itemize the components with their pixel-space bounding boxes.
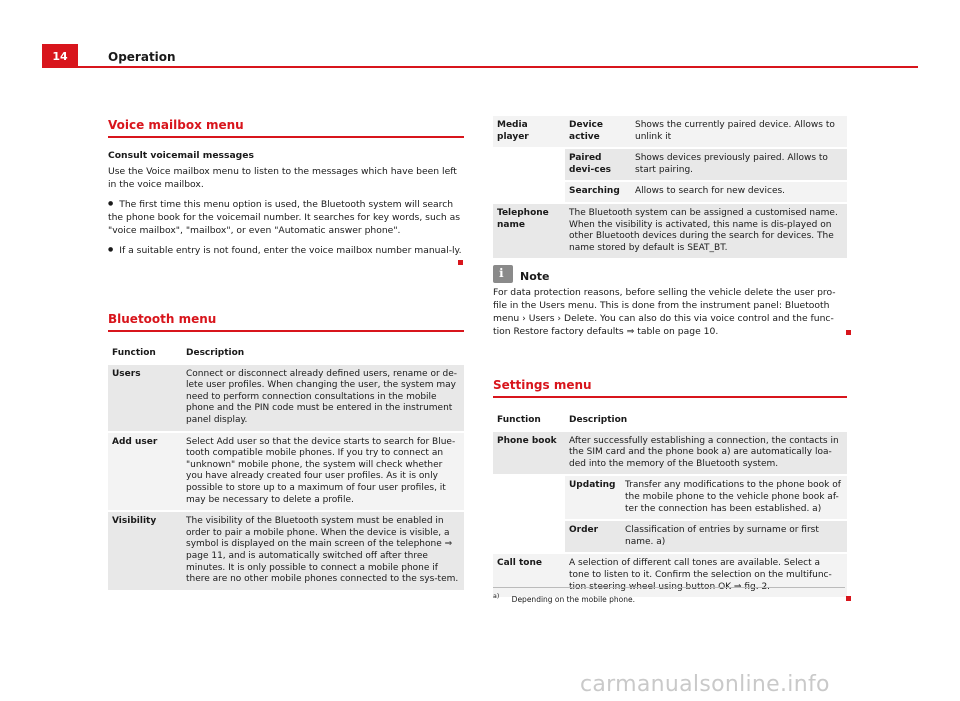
- function-cell: [493, 182, 565, 202]
- note-text: For data protection reasons, before selling the vehicle delete the user pro-file in the Users menu. This is done from the instrument panel: Bluetooth menu › Users › Delete. You can also do this via voice control and the func-tion Restore factory defaults ⇒ table on page 10.: [493, 287, 836, 337]
- table-row: [493, 182, 847, 202]
- sub-function-cell: Searching: [565, 182, 631, 202]
- voice-mailbox-bullet-1: ● The first time this menu option is used, the Bluetooth system will search the phone book for the voicemail number. It searches for key words, such as "voice mailbox", "mailbox", or even "Automatic answer phone".: [108, 197, 464, 237]
- function-cell: Media player: [493, 116, 565, 147]
- voice-mailbox-subheading: Consult voicemail messages: [108, 150, 254, 161]
- sub-function-cell: Order: [565, 521, 621, 552]
- note-title: Note: [520, 270, 550, 283]
- table-row: [493, 116, 847, 147]
- description-cell: The Bluetooth system can be assigned a customised name. When the visibility is activated, this name is dis-played on other Bluetooth devices during the search for devices. The name stored by default is SEAT_BT.: [565, 204, 847, 258]
- bluetooth-table: [108, 343, 464, 592]
- description-cell: Transfer any modifications to the phone book of the mobile phone to the vehicle phone book af-ter the connection has been established. a): [621, 476, 847, 519]
- description-cell: Allows to search for new devices.: [631, 182, 847, 202]
- description-cell: Select Add user so that the device starts to search for Blue-tooth compatible mobile phones. If you try to connect an "unknown" mobile phone, the system will check whether you have already created four user profiles. As it is only possible to store up to a maximum of four user profiles, it may be necessary to delete a profile.: [182, 433, 464, 511]
- settings-table-wrap: [493, 410, 847, 599]
- media-table-wrap: [493, 114, 847, 260]
- voice-mailbox-heading: Voice mailbox menu: [108, 118, 464, 138]
- table-row: [493, 521, 847, 552]
- note-icon: [493, 265, 513, 283]
- description-cell: Classification of entries by surname or first name. a): [621, 521, 847, 552]
- table-row: [493, 554, 847, 597]
- col-description: Description: [186, 348, 245, 358]
- table-row: [493, 432, 847, 475]
- settings-heading: Settings menu: [493, 378, 847, 398]
- function-cell: [493, 149, 565, 180]
- sub-function-cell: Device active: [565, 116, 631, 147]
- table-row: [108, 433, 464, 511]
- voice-mailbox-intro: Use the Voice mailbox menu to listen to the messages which have been left in the voice mailbox.: [108, 166, 457, 190]
- voice-mailbox-bullet-2: ● If a suitable entry is not found, enter the voice mailbox number manual-ly.: [108, 243, 464, 257]
- table-row: [493, 204, 847, 258]
- voice-mailbox-body: [108, 149, 464, 263]
- description-cell: After successfully establishing a connection, the contacts in the SIM card and the phone book a) are automatically loa-ded into the memory of the Bluetooth system.: [565, 432, 847, 475]
- function-cell: [493, 521, 565, 552]
- section-end-mark: [846, 330, 851, 335]
- table-row: [493, 149, 847, 180]
- description-cell: A selection of different call tones are available. Select a tone to listen to it. Confirm the selection on the multifunc-: [565, 554, 847, 597]
- col-function: Function: [497, 415, 541, 425]
- function-cell: Phone book: [493, 432, 565, 475]
- col-function: Function: [112, 348, 156, 358]
- description-cell: Shows devices previously paired. Allows to start pairing.: [631, 149, 847, 180]
- sub-function-cell: Updating: [565, 476, 621, 519]
- sub-function-cell: Paired devi-ces: [565, 149, 631, 180]
- function-cell: [493, 476, 565, 519]
- media-table: [493, 114, 847, 260]
- bluetooth-table-wrap: [108, 343, 464, 592]
- footnote: [493, 593, 635, 604]
- section-end-mark: [458, 260, 463, 265]
- footnote-text: Depending on the mobile phone.: [511, 594, 636, 604]
- function-cell: Telephone name: [493, 204, 565, 258]
- table-row: [493, 476, 847, 519]
- page-number: 14: [42, 44, 78, 68]
- section-end-mark: [846, 596, 851, 601]
- header-rule: [78, 66, 918, 68]
- chapter-title: Operation: [108, 50, 176, 64]
- function-cell: Users: [108, 365, 182, 431]
- bluetooth-heading: Bluetooth menu: [108, 312, 464, 332]
- footnote-mark: a): [493, 593, 500, 600]
- description-cell: Shows the currently paired device. Allows to unlink it: [631, 116, 847, 147]
- function-cell: Visibility: [108, 512, 182, 590]
- description-cell: Connect or disconnect already defined users, rename or de-lete user profiles. When changing the user, the system may need to perform connection consultations in the mobile phone and the PIN code must be entered in the instrument panel display.: [182, 365, 464, 431]
- table-row: [108, 512, 464, 590]
- settings-table: [493, 410, 847, 599]
- function-cell: Call tone: [493, 554, 565, 597]
- description-cell: The visibility of the Bluetooth system must be enabled in order to pair a mobile phone. When the device is visible, a symbol is displayed on the main screen of the telephone ⇒ page 11, and is automatically switched off after three minutes. It is only possible to connect a mobile phone if there are no other mobile phones connected to the sys-tem.: [182, 512, 464, 590]
- col-description: Description: [569, 415, 628, 425]
- watermark: carmanualsonline.info: [580, 672, 830, 697]
- table-row: [108, 365, 464, 431]
- function-cell: Add user: [108, 433, 182, 511]
- footnote-rule: [493, 587, 845, 588]
